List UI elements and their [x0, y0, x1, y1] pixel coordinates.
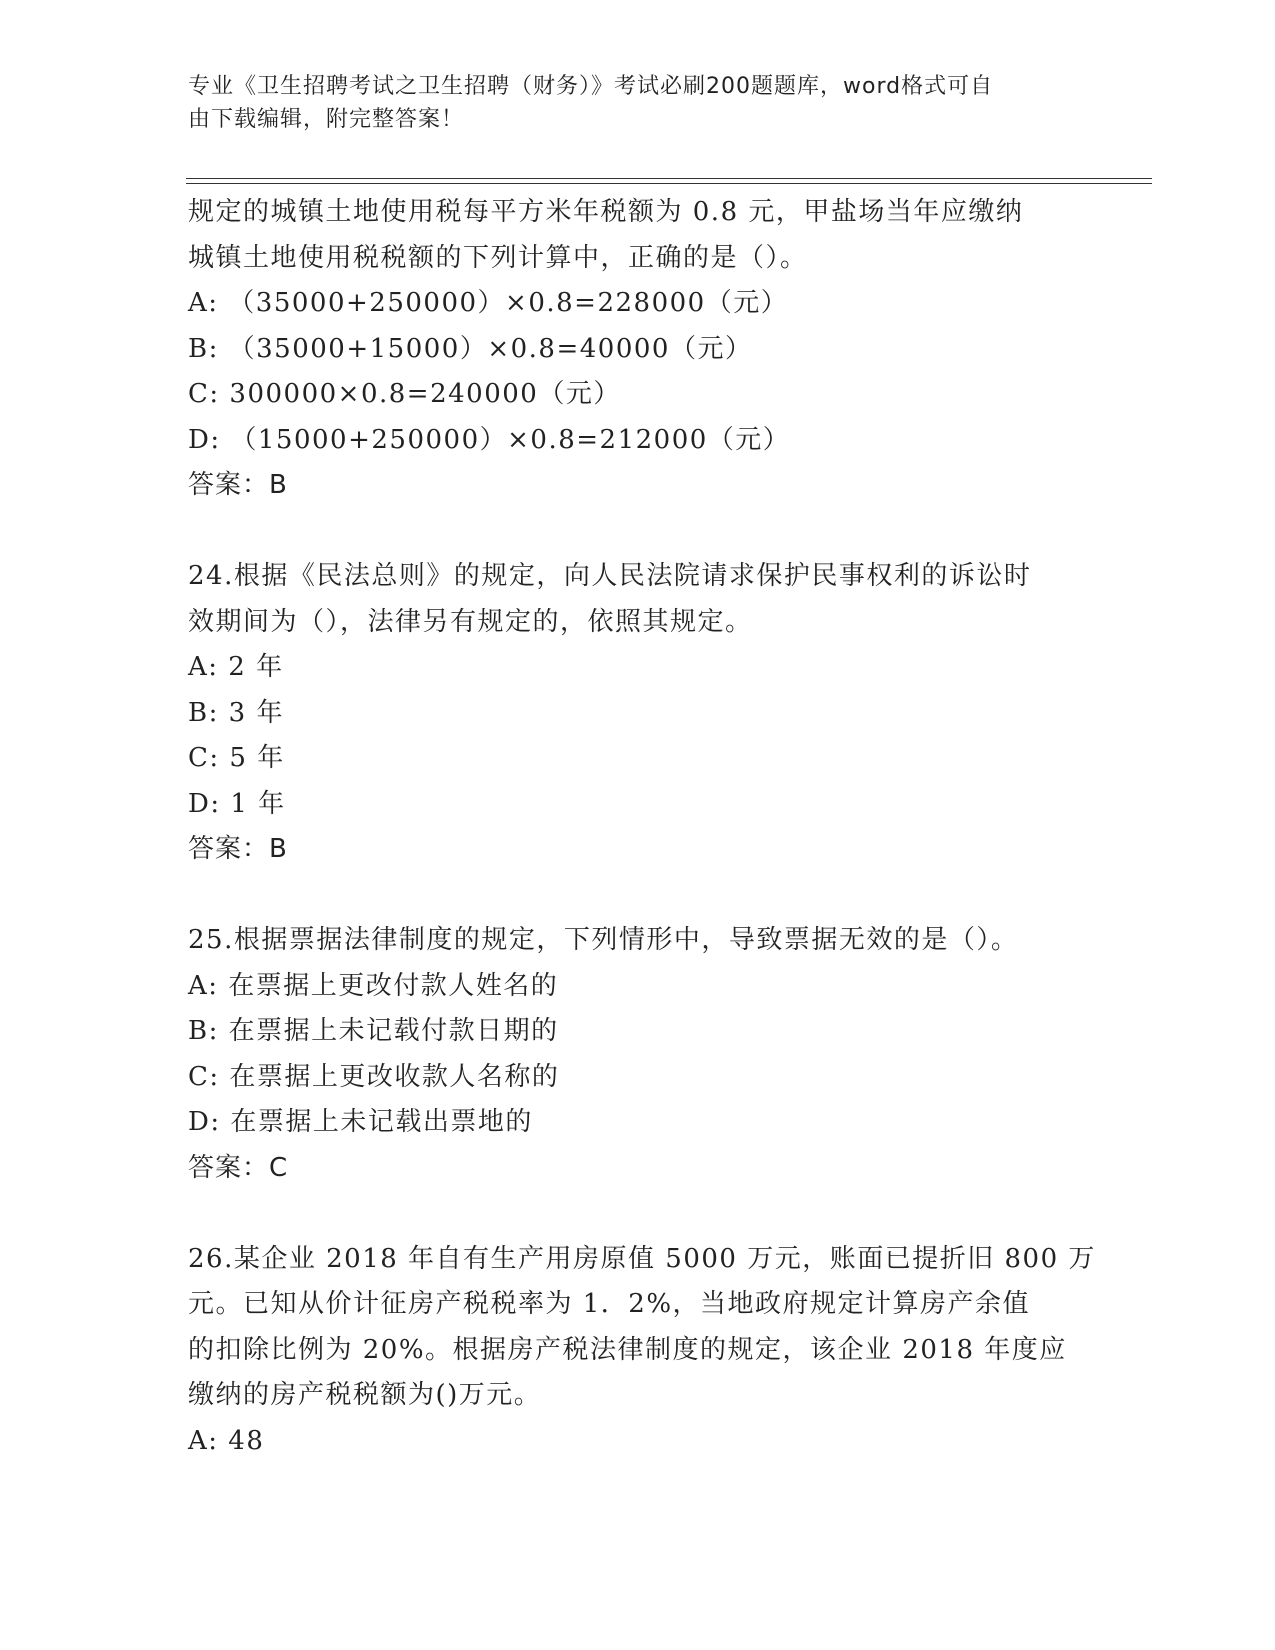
option-d: D: （15000+250000）×0.8=212000（元） [188, 424, 791, 455]
question-23 [188, 190, 1088, 509]
answer-label: 答案：B [188, 834, 288, 864]
question-stem-line: 规定的城镇土地使用税每平方米年税额为 0.8 元，甲盐场当年应缴纳 [188, 197, 1024, 227]
question-stem-line: 的扣除比例为 20%。根据房产税法律制度的规定，该企业 2018 年度应 [188, 1334, 1067, 1365]
question-stem-line: 缴纳的房产税税额为()万元。 [188, 1380, 542, 1410]
option-a: A: 在票据上更改付款人姓名的 [188, 970, 559, 1001]
option-a: A: 48 [188, 1425, 265, 1456]
option-b: B: （35000+15000）×0.8=40000（元） [188, 333, 753, 364]
question-stem-line: 元。已知从价计征房产税税率为 1．2%，当地政府规定计算房产余值 [188, 1289, 1031, 1319]
answer-label: 答案：C [188, 1152, 289, 1183]
header-rule-bottom [186, 183, 1152, 184]
header-line-2: 由下载编辑，附完整答案！ [188, 107, 465, 132]
option-b: B: 在票据上未记载付款日期的 [188, 1016, 559, 1046]
question-26 [188, 1237, 1096, 1465]
question-stem-line: 效期间为（），法律另有规定的，依照其规定。 [188, 606, 753, 637]
option-d: D: 1 年 [188, 788, 286, 819]
question-24 [188, 554, 1088, 873]
question-stem-line: 城镇土地使用税税额的下列计算中，正确的是（）。 [188, 242, 808, 273]
option-a: A: （35000+250000）×0.8=228000（元） [188, 288, 789, 318]
option-c: C: 300000×0.8=240000（元） [188, 379, 621, 409]
document-body [188, 190, 1096, 1464]
question-25 [188, 918, 1088, 1191]
answer-label: 答案：B [188, 470, 288, 500]
header-line-1: 专业《卫生招聘考试之卫生招聘（财务）》考试必刷200题题库，word格式可自 [188, 74, 994, 99]
option-c: C: 5 年 [188, 743, 285, 773]
question-stem-line: 25.根据票据法律制度的规定，下列情形中，导致票据无效的是（）。 [188, 925, 1019, 955]
document-header [188, 70, 1068, 136]
question-stem-line: 26.某企业 2018 年自有生产用房原值 5000 万元，账面已提折旧 800 万 [188, 1243, 1096, 1274]
question-stem-line: 24.根据《民法总则》的规定，向人民法院请求保护民事权利的诉讼时 [188, 561, 1032, 591]
option-c: C: 在票据上更改收款人名称的 [188, 1061, 560, 1092]
option-a: A: 2 年 [188, 652, 284, 682]
option-b: B: 3 年 [188, 697, 284, 728]
option-d: D: 在票据上未记载出票地的 [188, 1107, 533, 1137]
header-rule-top [186, 178, 1152, 179]
